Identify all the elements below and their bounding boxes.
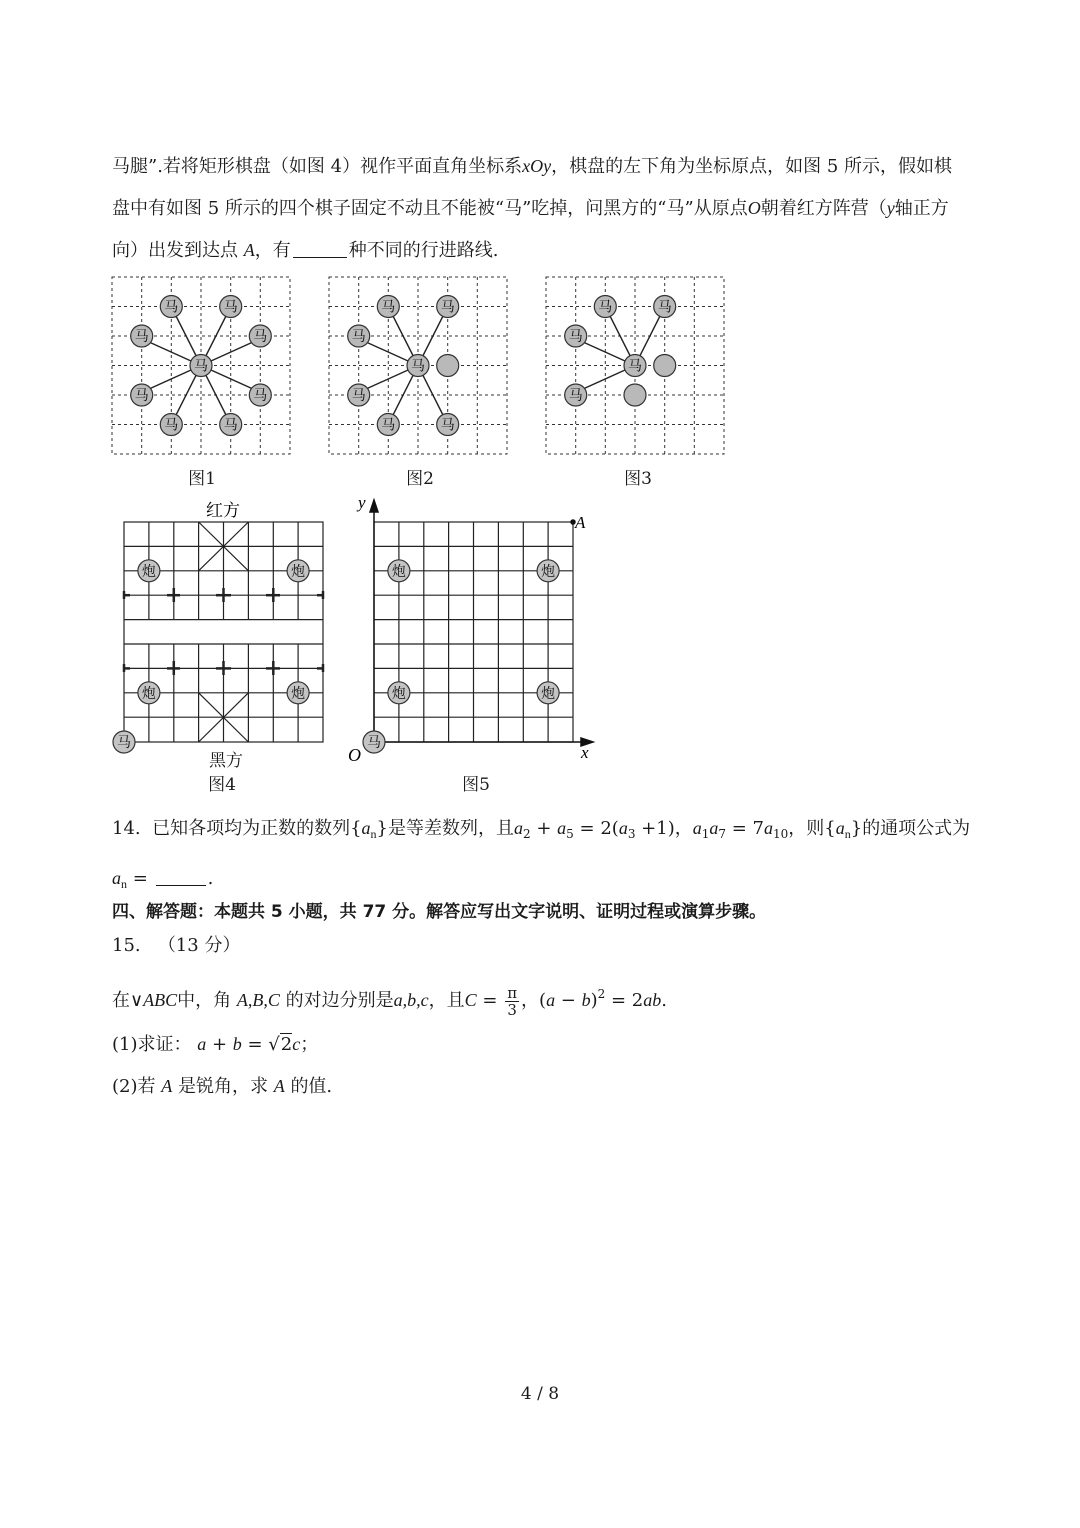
svg-text:炮: 炮	[541, 563, 556, 580]
svg-text:马: 马	[253, 329, 268, 345]
figure-4	[108, 496, 348, 751]
sequence-notation: $\{a_n\}$	[350, 818, 388, 841]
figure-3-caption: 图3	[624, 469, 652, 489]
svg-text:炮: 炮	[291, 685, 306, 702]
black-side-label: 黑方	[209, 751, 243, 771]
problem15-part2: (2)若 A 是锐角，求 A 的值.	[112, 1076, 333, 1097]
origin-label: O	[348, 745, 361, 765]
svg-text:马: 马	[568, 388, 583, 404]
problem14-answer: $a_n$ = .	[112, 868, 214, 891]
point-a-label: A	[575, 513, 586, 532]
figure-2	[329, 277, 509, 457]
equation-2: $a_1a_7 = 7a_{10}$	[692, 818, 789, 841]
problem13-line2: 盘中有如图 5 所示的四个棋子固定不动且不能被“马”吃掉，问黑方的“马”从原点O朝着红方阵营（y轴正方	[112, 198, 949, 219]
svg-text:炮: 炮	[391, 563, 406, 580]
problem13-line3: 向）出发到达点 A，有 种不同的行进路线.	[112, 240, 499, 261]
section4-heading: 四、解答题：本题共 5 小题，共 77 分。解答应写出文字说明、证明过程或演算步骤。	[112, 902, 767, 922]
svg-text:炮: 炮	[141, 563, 156, 580]
svg-text:炮: 炮	[291, 563, 306, 580]
svg-text:马: 马	[253, 388, 268, 404]
svg-text:马: 马	[164, 299, 179, 316]
x-axis-label: x	[581, 743, 589, 762]
svg-text:马: 马	[598, 299, 613, 316]
problem13-line1: 马腿”.若将矩形棋盘（如图 4）视作平面直角坐标系xOy，棋盘的左下角为坐标原点，如图 5 所示，假如棋	[112, 156, 952, 177]
svg-text:马: 马	[568, 329, 583, 345]
answer-blank-14	[156, 867, 206, 886]
figure-3	[546, 277, 726, 457]
svg-text:马: 马	[657, 299, 672, 316]
svg-text:马: 马	[411, 358, 425, 375]
svg-text:马: 马	[134, 388, 149, 404]
svg-text:炮: 炮	[391, 685, 406, 702]
svg-text:马: 马	[223, 417, 238, 434]
svg-text:马: 马	[628, 358, 642, 375]
svg-text:马: 马	[381, 417, 396, 434]
svg-text:马: 马	[367, 735, 381, 751]
svg-text:马: 马	[351, 388, 366, 404]
problem14-line1: 14. 已知各项均为正数的数列$\{a_n\}$是等差数列，且$a_2 + a_5 = 2(a_3 +1)$，$a_1a_7 = 7a_{10}$，则$\{a_n\}$的通项公式为	[112, 818, 971, 841]
red-side-label: 红方	[206, 501, 240, 521]
svg-text:马: 马	[223, 299, 238, 316]
figure-2-caption: 图2	[406, 469, 434, 489]
svg-text:马: 马	[351, 329, 366, 345]
svg-text:炮: 炮	[141, 685, 156, 702]
figure-5	[345, 494, 595, 764]
svg-text:马: 马	[381, 299, 396, 316]
svg-text:炮: 炮	[541, 685, 556, 702]
svg-text:马: 马	[440, 417, 455, 434]
figure-1-caption: 图1	[188, 469, 216, 489]
figure-4-caption: 图4	[208, 775, 236, 795]
problem15-part1: (1)求证： a + b = √2c；	[112, 1034, 319, 1055]
page-number: 4 / 8	[520, 1384, 560, 1404]
figure-1	[112, 277, 292, 457]
xoy-label: xOy	[522, 156, 552, 176]
y-axis-label: y	[358, 493, 366, 512]
svg-text:马: 马	[164, 417, 179, 434]
figure-5-caption: 图5	[462, 775, 490, 795]
problem15-header: 15. （13 分）	[112, 935, 241, 956]
equation-1: $a_2 + a_5 = 2(a_3 +1)$	[514, 818, 675, 841]
answer-blank-13	[293, 239, 347, 258]
problem15-statement: 在∨ABC中，角 A,B,C 的对边分别是a,b,c，且C = $\frac{\pi}{3}$ ，$(a - b)^2 = 2ab$.	[112, 983, 667, 1019]
svg-text:马: 马	[134, 329, 149, 345]
svg-text:马: 马	[440, 299, 455, 316]
svg-text:马: 马	[117, 735, 131, 751]
svg-text:马: 马	[194, 358, 208, 375]
